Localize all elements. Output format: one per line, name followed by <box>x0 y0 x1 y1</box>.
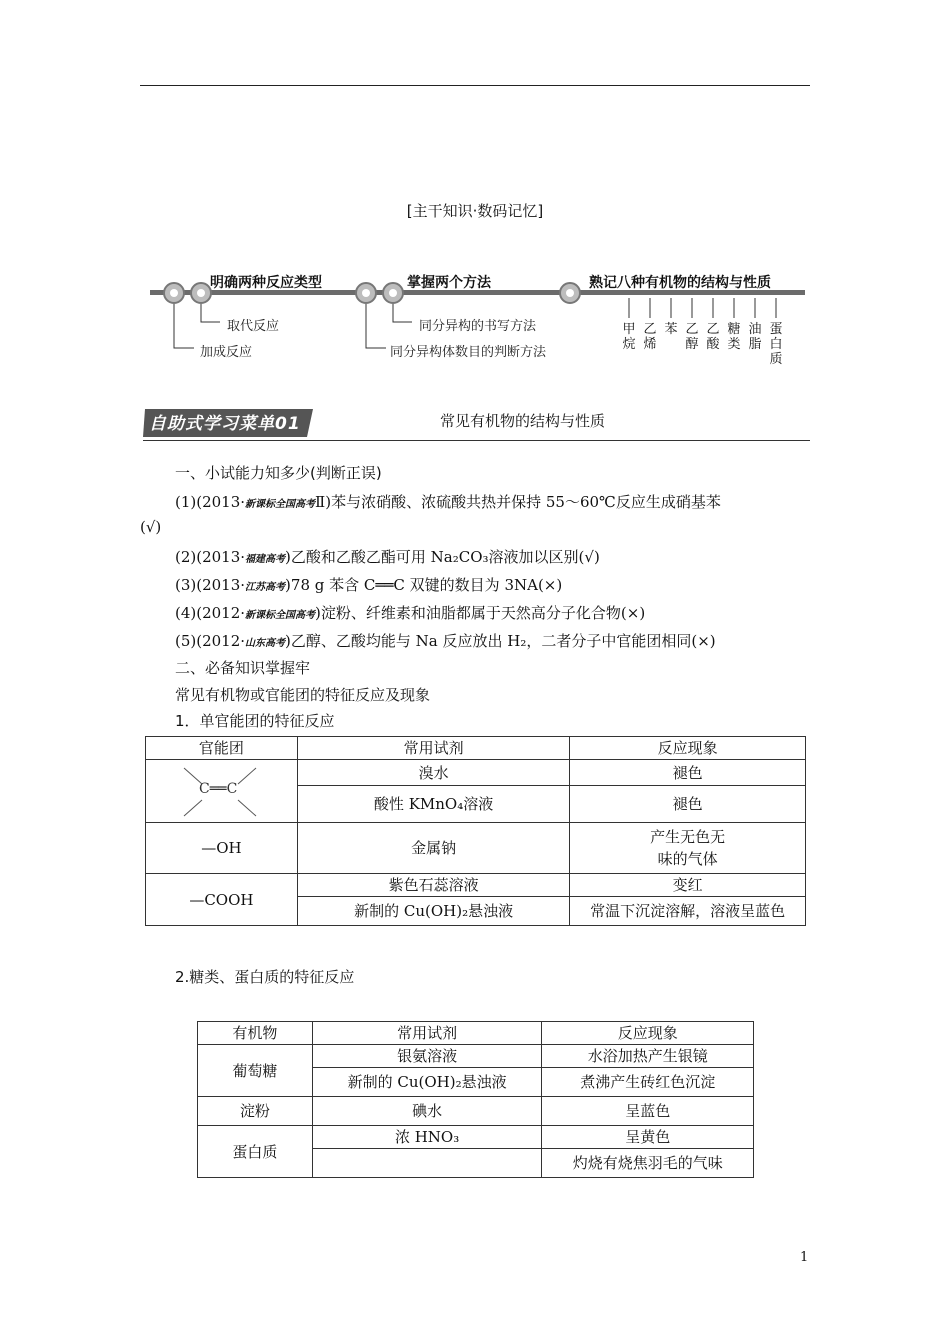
table-cell: 灼烧有烧焦羽毛的气味 <box>542 1149 754 1178</box>
table-header: 反应现象 <box>542 1022 754 1045</box>
question-text: (1)(2013· <box>175 493 246 511</box>
question-1-answer: (√) <box>140 518 162 536</box>
timeline-node-3: 熟记八种有机物的结构与性质 <box>589 275 771 291</box>
table-header: 官能团 <box>146 737 298 760</box>
table-header: 反应现象 <box>570 737 806 760</box>
page-number: 1 <box>800 1250 809 1265</box>
compound-label: 油脂 <box>748 322 762 352</box>
table2-title: 2.糖类、蛋白质的特征反应 <box>175 968 355 986</box>
result-line: 产生无色无 <box>650 828 726 846</box>
compound-label: 苯 <box>664 322 678 337</box>
question-source: 新课标全国高考 <box>245 610 316 621</box>
table-cell: 常温下沉淀溶解，溶液呈蓝色 <box>570 897 806 926</box>
table-cell: 褪色 <box>570 760 806 786</box>
alkene-cell <box>146 760 298 823</box>
part2-subheading: 常见有机物或官能团的特征反应及现象 <box>175 686 431 704</box>
compound-label: 乙酸 <box>706 322 720 352</box>
table-row <box>146 760 806 786</box>
table-cell: 紫色石蕊溶液 <box>297 874 570 897</box>
compound-label: 糖类 <box>727 322 741 352</box>
question-source: 山东高考 <box>245 638 286 649</box>
question-3 <box>175 574 562 595</box>
table-cell: 金属钠 <box>297 823 570 874</box>
section-rule <box>143 440 810 441</box>
table-header-row <box>146 737 806 760</box>
table-cell: —OH <box>146 823 298 874</box>
table-cell <box>570 823 806 874</box>
question-source: 福建高考 <box>245 554 286 565</box>
question-5 <box>175 630 716 651</box>
question-text: )78 g 苯含 C══C 双键的数目为 3NA(×) <box>285 576 563 594</box>
table1-title: 1．单官能团的特征反应 <box>175 712 335 730</box>
table-cell: 煮沸产生砖红色沉淀 <box>542 1068 754 1097</box>
table-row <box>198 1045 754 1068</box>
question-text: (5)(2012· <box>175 632 246 650</box>
table-row <box>146 874 806 897</box>
table-cell: 浓 HNO₃ <box>312 1126 542 1149</box>
table-cell: 淀粉 <box>198 1097 313 1126</box>
question-1 <box>175 491 721 512</box>
table-cell: 葡萄糖 <box>198 1045 313 1097</box>
table-cell: 银氨溶液 <box>312 1045 542 1068</box>
page-title: [主干知识·数码记忆] <box>406 202 544 220</box>
timeline-node-1-sub-2: 加成反应 <box>200 345 253 360</box>
compound-label: 甲烷 <box>622 322 636 352</box>
question-4 <box>175 602 645 623</box>
table-cell: 溴水 <box>297 760 570 786</box>
question-source: 江苏高考 <box>245 582 286 593</box>
table-cell: 呈蓝色 <box>542 1097 754 1126</box>
table-row <box>198 1126 754 1149</box>
timeline-node-2-sub-2: 同分异构体数目的判断方法 <box>390 345 547 360</box>
table-cell: 呈黄色 <box>542 1126 754 1149</box>
table-cell: 新制的 Cu(OH)₂悬浊液 <box>312 1068 542 1097</box>
table-cell: 水浴加热产生银镜 <box>542 1045 754 1068</box>
table-cell: 蛋白质 <box>198 1126 313 1178</box>
compound-label: 蛋白质 <box>769 322 783 367</box>
question-text: (3)(2013· <box>175 576 246 594</box>
timeline-node-1-sub-1: 取代反应 <box>227 319 280 334</box>
timeline-node-2: 掌握两个方法 <box>407 275 491 291</box>
header-rule <box>140 85 810 86</box>
part2-heading: 二、必备知识掌握牢 <box>175 659 311 677</box>
table-header-row <box>198 1022 754 1045</box>
question-text: (2)(2013· <box>175 548 246 566</box>
table-header: 常用试剂 <box>312 1022 542 1045</box>
compound-label: 乙醇 <box>685 322 699 352</box>
section-banner <box>143 405 343 439</box>
table-sugars-proteins <box>197 1021 754 1178</box>
table-row <box>198 1097 754 1126</box>
table-cell: —COOH <box>146 874 298 926</box>
table-row <box>146 823 806 874</box>
question-text: Ⅱ)苯与浓硝酸、浓硫酸共热并保持 55～60℃反应生成硝基苯 <box>315 493 721 511</box>
question-text: )淀粉、纤维素和油脂都属于天然高分子化合物(×) <box>315 604 646 622</box>
table-cell <box>312 1149 542 1178</box>
table-header: 有机物 <box>198 1022 313 1045</box>
table-cell: 新制的 Cu(OH)₂悬浊液 <box>297 897 570 926</box>
table-functional-groups <box>145 736 806 926</box>
question-text: )乙醇、乙酸均能与 Na 反应放出 H₂，二者分子中官能团相同(×) <box>285 632 716 650</box>
question-2 <box>175 546 600 567</box>
question-text: (4)(2012· <box>175 604 246 622</box>
compound-label: 乙烯 <box>643 322 657 352</box>
section-title: 常见有机物的结构与性质 <box>440 412 606 430</box>
table-header: 常用试剂 <box>297 737 570 760</box>
part1-heading: 一、小试能力知多少(判断正误) <box>175 464 382 482</box>
question-text: )乙酸和乙酸乙酯可用 Na₂CO₃溶液加以区别(√) <box>285 548 600 566</box>
alkene-formula: C══C <box>199 781 238 797</box>
section-banner-text: 自助式学习菜单01 <box>149 414 301 434</box>
timeline-node-2-sub-1: 同分异构的书写方法 <box>419 319 537 334</box>
table-cell: 酸性 KMnO₄溶液 <box>297 786 570 823</box>
table-cell: 变红 <box>570 874 806 897</box>
timeline-node-1: 明确两种反应类型 <box>210 275 322 291</box>
table-cell: 碘水 <box>312 1097 542 1126</box>
result-line: 味的气体 <box>657 850 718 868</box>
table-cell: 褪色 <box>570 786 806 823</box>
question-source: 新课标全国高考 <box>245 499 316 510</box>
